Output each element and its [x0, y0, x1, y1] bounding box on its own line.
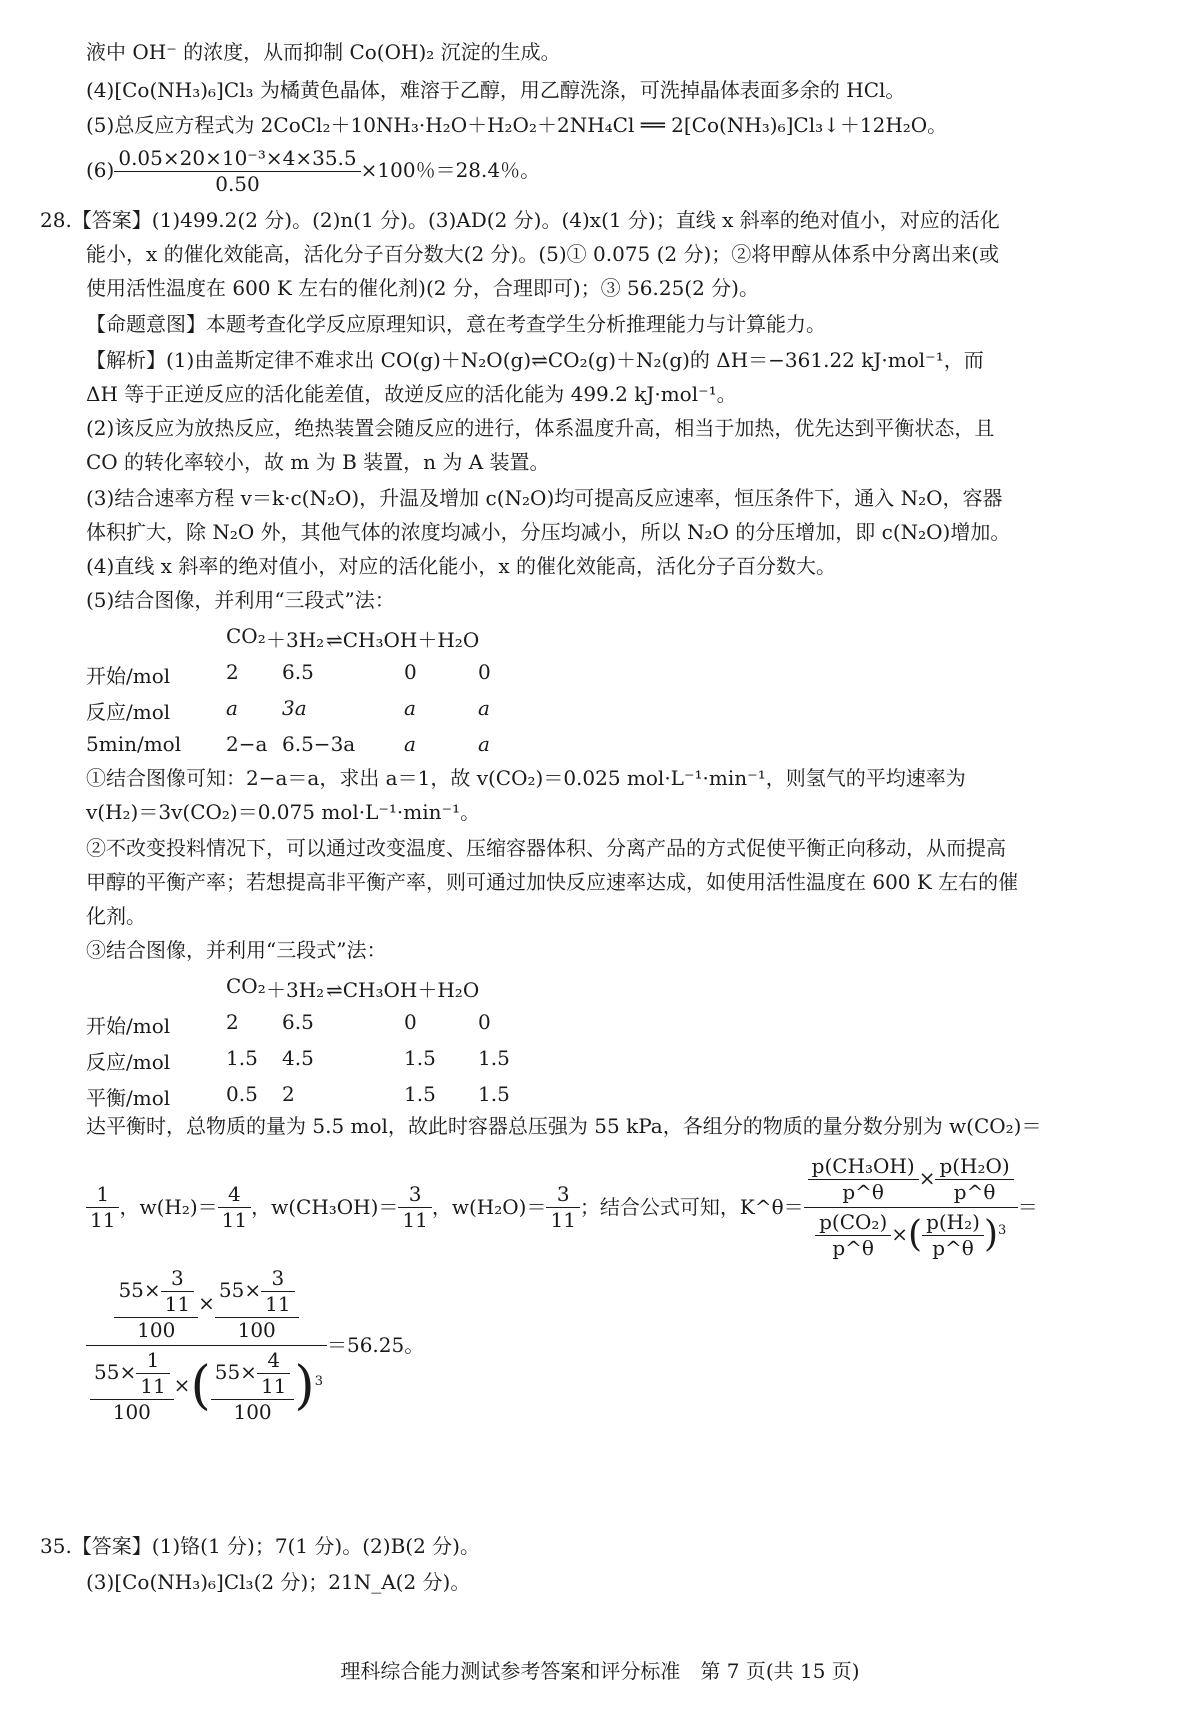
frac-num — [211, 1347, 295, 1400]
k-numeric-denominator — [86, 1346, 327, 1423]
table-cell: 1.5 — [404, 1046, 436, 1070]
times-sign: × — [918, 1165, 936, 1190]
frac-num: p(H₂) — [922, 1212, 984, 1236]
table-cell: 0 — [478, 1010, 491, 1034]
frac-num — [90, 1347, 174, 1400]
frac-num: 4 — [218, 1184, 251, 1208]
times-sign: × — [891, 1221, 909, 1246]
table-cell: 开始/mol — [86, 1014, 171, 1038]
table-cell: 2 — [226, 1010, 239, 1034]
table-header-cell: CO₂ — [226, 974, 266, 998]
w-ch3oh-label: ，w(CH₃OH)＝ — [251, 1195, 399, 1219]
frac-num: p(CO₂) — [815, 1212, 891, 1236]
inner-frac — [136, 1347, 169, 1398]
k-formula-prefix: ；结合公式可知，K^θ＝ — [579, 1195, 804, 1219]
table-cell: 6.5−3a — [282, 732, 356, 756]
frac-w-h2o — [546, 1181, 579, 1232]
w-h2o-label: ，w(H₂O)＝ — [431, 1195, 547, 1219]
q28-analysis-15: 达平衡时，总物质的量为 5.5 mol，故此时容器总压强为 55 kPa，各组分的物质的量分数分别为 w(CO₂)＝ — [86, 1114, 1042, 1138]
q28-intent: 【命题意图】本题考查化学反应原理知识，意在考查学生分析推理能力与计算能力。 — [86, 312, 826, 336]
table-cell: 0 — [404, 660, 417, 684]
frac-w-h2 — [218, 1181, 251, 1232]
table-cell: 1.5 — [478, 1046, 510, 1070]
table-cell: 0.5 — [226, 1082, 258, 1106]
table-cell: 开始/mol — [86, 664, 171, 688]
frac-den: 11 — [221, 1207, 248, 1232]
frac-den: 11 — [90, 1207, 116, 1232]
table-cell: 平衡/mol — [86, 1086, 171, 1110]
q28-analysis-14: ③结合图像，并利用“三段式”法： — [86, 938, 387, 962]
table-cell: 反应/mol — [86, 1050, 171, 1074]
table-cell: 5min/mol — [86, 732, 182, 756]
q28-analysis-12: 甲醇的平衡产率；若想提高非平衡产率，则可通过加快反应速率达成，如使用活性温度在 600 K 左右的催 — [86, 870, 1019, 894]
table-header-cell: ＋3H₂ — [266, 978, 325, 1002]
equals-sign: ＝ — [1017, 1195, 1038, 1219]
table-cell: 0 — [478, 660, 491, 684]
q28-analysis-6: 体积扩大，除 N₂O 外，其他气体的浓度均减小，分压均减小，所以 N₂O 的分压增加，即 c(N₂O)增加。 — [86, 520, 1011, 544]
frac-num: 3 — [546, 1184, 579, 1208]
frac-w-co2 — [86, 1181, 119, 1232]
fifty-five-times: 55× — [218, 1277, 262, 1302]
q27-line-3: (5)总反应方程式为 2CoCl₂＋10NH₃·H₂O＋H₂O₂＋2NH₄Cl ══ 2[Co(NH₃)₆]Cl₃↓＋12H₂O。 — [86, 113, 948, 137]
q28-analysis-9: ①结合图像可知：2−a＝a，求出 a＝1，故 v(CO₂)＝0.025 mol·L⁻¹·min⁻¹，则氢气的平均速率为 — [86, 766, 966, 790]
table-cell: 1.5 — [478, 1082, 510, 1106]
close-paren: ) — [983, 1214, 998, 1256]
table-cell: a — [478, 732, 490, 756]
k-numeric-fraction — [86, 1265, 327, 1424]
frac-den: p^θ — [953, 1179, 996, 1204]
k-result: ＝56.25。 — [326, 1333, 425, 1357]
table-cell: a — [478, 696, 490, 720]
frac-num: 1 — [136, 1350, 169, 1374]
table-cell: a — [404, 732, 416, 756]
frac-den: 11 — [140, 1373, 166, 1398]
table-cell: 反应/mol — [86, 700, 171, 724]
frac-num: p(H₂O) — [935, 1156, 1013, 1180]
q28-analysis-8: (5)结合图像，并利用“三段式”法： — [86, 588, 395, 612]
frac-num: 3 — [261, 1268, 294, 1292]
frac-num: 3 — [161, 1268, 194, 1292]
table-cell: 1.5 — [226, 1046, 258, 1070]
numeric-ratio — [114, 1265, 198, 1342]
q27-6-fraction — [114, 148, 360, 195]
frac-den: 11 — [260, 1373, 287, 1398]
table-cell: 3a — [282, 696, 307, 720]
q35-answer-line-1: 35.【答案】(1)铬(1 分)；7(1 分)。(2)B(2 分)。 — [40, 1534, 480, 1558]
q27-6-numerator: 0.05×20×10⁻³×4×35.5 — [114, 148, 360, 172]
table-cell: 1.5 — [404, 1082, 436, 1106]
numeric-ratio — [90, 1347, 174, 1424]
table-cell: 2 — [282, 1082, 295, 1106]
w-h2-label: ，w(H₂)＝ — [119, 1195, 218, 1219]
open-paren: ( — [190, 1355, 211, 1416]
q28-analysis-4: CO 的转化率较小，故 m 为 B 装置，n 为 A 装置。 — [86, 450, 550, 474]
q35-answer-line-2: (3)[Co(NH₃)₆]Cl₃(2 分)；21N_A(2 分)。 — [86, 1570, 471, 1594]
q28-analysis-3: (2)该反应为放热反应，绝热装置会随反应的进行，体系温度升高，相当于加热，优先达到平衡状态，且 — [86, 416, 995, 440]
table-cell: 6.5 — [282, 1010, 314, 1034]
q28-analysis-1: 【解析】(1)由盖斯定律不难求出 CO(g)＋N₂O(g)⇌CO₂(g)＋N₂(g)的 ΔH＝−361.22 kJ·mol⁻¹，而 — [86, 348, 984, 372]
q27-line-1: 液中 OH⁻ 的浓度，从而抑制 Co(OH)₂ 沉淀的生成。 — [86, 40, 561, 64]
close-paren: ) — [294, 1355, 315, 1416]
frac-num — [114, 1265, 198, 1318]
q28-analysis-10: v(H₂)＝3v(CO₂)＝0.075 mol·L⁻¹·min⁻¹。 — [86, 800, 481, 824]
fifty-five-times: 55× — [118, 1277, 161, 1302]
times-sign: × — [173, 1372, 191, 1397]
q27-6-prefix: (6) — [86, 158, 115, 182]
frac-num — [215, 1265, 299, 1318]
frac-den: 11 — [164, 1291, 191, 1316]
q28-analysis-2: ΔH 等于正逆反应的活化能差值，故逆反应的活化能为 499.2 kJ·mol⁻¹。 — [86, 382, 737, 406]
q28-answer-line-2: 能小，x 的催化效能高，活化分子百分数大(2 分)。(5)① 0.075 (2 分)；②将甲醇从体系中分离出来(或 — [86, 242, 1000, 266]
k-theta-fraction — [804, 1153, 1018, 1260]
frac-den: 11 — [265, 1291, 291, 1316]
p-h2o-ratio — [935, 1153, 1013, 1204]
page-footer: 理科综合能力测试参考答案和评分标准 第 7 页(共 15 页) — [340, 1659, 860, 1683]
p-co2-ratio — [815, 1209, 891, 1260]
fifty-five-times: 55× — [214, 1359, 257, 1384]
frac-w-ch3oh — [398, 1181, 431, 1232]
table-header-cell: ＋3H₂ — [266, 628, 325, 652]
table-header-cell: ⇌CH₃OH＋H₂O — [326, 978, 480, 1002]
k-denominator — [804, 1208, 1018, 1259]
cube-exponent: 3 — [997, 1222, 1007, 1238]
table-cell: 0 — [404, 1010, 417, 1034]
frac-den: 100 — [233, 1399, 272, 1424]
times-sign: × — [198, 1290, 215, 1315]
numeric-ratio — [211, 1347, 295, 1424]
open-paren: ( — [908, 1214, 923, 1256]
frac-den: 11 — [550, 1207, 576, 1232]
k-numeric-substitution — [86, 1265, 425, 1424]
frac-num: 3 — [398, 1184, 431, 1208]
table-header-cell: ⇌CH₃OH＋H₂O — [326, 628, 480, 652]
frac-num: p(CH₃OH) — [808, 1156, 919, 1180]
frac-num: 4 — [257, 1350, 290, 1374]
cube-exponent: 3 — [314, 1373, 323, 1389]
frac-num: 1 — [86, 1184, 119, 1208]
q27-line-6 — [86, 148, 540, 195]
q28-analysis-13: 化剂。 — [86, 904, 146, 928]
frac-den: 11 — [402, 1207, 428, 1232]
q28-answer-line-1: 28.【答案】(1)499.2(2 分)。(2)n(1 分)。(3)AD(2 分)。(4)x(1 分)；直线 x 斜率的绝对值小，对应的活化 — [40, 208, 1000, 232]
inner-frac — [261, 1265, 294, 1316]
k-numeric-numerator — [86, 1265, 327, 1346]
table-cell: 4.5 — [282, 1046, 314, 1070]
q27-6-suffix: ×100％＝28.4％。 — [360, 158, 541, 182]
frac-den: p^θ — [832, 1235, 874, 1260]
table-cell: 2 — [226, 660, 239, 684]
table-cell: a — [404, 696, 416, 720]
q28-analysis-5: (3)结合速率方程 v＝k·c(N₂O)，升温及增加 c(N₂O)均可提高反应速率，恒压条件下，通入 N₂O，容器 — [86, 486, 1003, 510]
frac-den: p^θ — [842, 1179, 884, 1204]
q27-line-2: (4)[Co(NH₃)₆]Cl₃ 为橘黄色晶体，难溶于乙醇，用乙醇洗涤，可洗掉晶体表面多余的 HCl。 — [86, 78, 906, 102]
fifty-five-times: 55× — [94, 1359, 137, 1384]
mole-fraction-line — [86, 1152, 1038, 1262]
q28-answer-line-3: 使用活性温度在 600 K 左右的催化剂)(2 分，合理即可)；③ 56.25(2 分)。 — [86, 276, 759, 300]
k-numerator — [804, 1153, 1018, 1208]
numeric-ratio — [215, 1265, 299, 1342]
q28-analysis-7: (4)直线 x 斜率的绝对值小，对应的活化能小，x 的催化效能高，活化分子百分数大。 — [86, 554, 836, 578]
frac-den: 100 — [137, 1317, 176, 1342]
table-cell: a — [226, 696, 238, 720]
p-ch3oh-ratio — [808, 1153, 919, 1204]
table-cell: 6.5 — [282, 660, 314, 684]
frac-den: 100 — [237, 1317, 276, 1342]
table-cell: 2−a — [226, 732, 268, 756]
frac-den: p^θ — [932, 1235, 974, 1260]
q27-6-denominator: 0.50 — [215, 172, 260, 196]
q28-analysis-11: ②不改变投料情况下，可以通过改变温度、压缩容器体积、分离产品的方式促使平衡正向移动，从而提高 — [86, 836, 1006, 860]
frac-den: 100 — [112, 1399, 151, 1424]
table-header-cell: CO₂ — [226, 624, 266, 648]
inner-frac — [161, 1265, 194, 1316]
inner-frac — [257, 1347, 290, 1398]
p-h2-ratio — [922, 1209, 984, 1260]
